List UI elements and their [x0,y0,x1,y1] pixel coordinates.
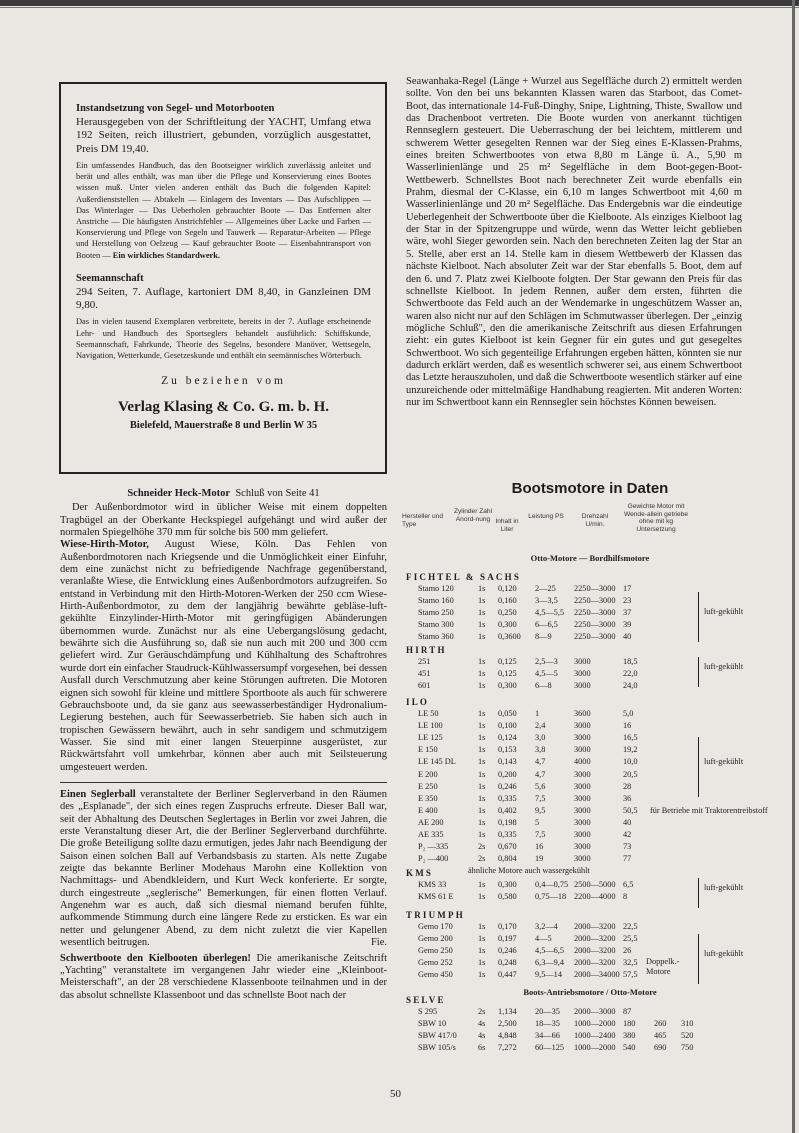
table-cell: 16 [535,842,544,852]
table-cell: Stamo 360 [418,632,454,642]
table-cell: AE 335 [418,830,444,839]
table-cell: Gemo 250 [418,946,453,956]
table-cell: 7,272 [498,1043,517,1053]
table-cell: 2,500 [498,1019,517,1029]
table-cell: 0,170 [498,922,517,931]
table-title: Bootsmotore in Daten [511,480,669,497]
table-cell: 0,670 [498,842,517,852]
table-cell: 1s [478,620,486,630]
table-cell: 18—35 [535,1019,560,1029]
brace [694,657,699,687]
table-cell: 40 [623,632,632,642]
table-cell: 251 [418,657,431,666]
table-cell: 8—9 [535,632,552,642]
table-cell: 465 [654,1031,667,1041]
table-cell: 28 [623,781,632,791]
table-cell: Stamo 120 [418,584,454,593]
table-cell: 16 [623,721,632,731]
table-cell: 4,5—5,5 [535,608,565,618]
table-cell: 520 [681,1031,694,1041]
table-cell: 540 [623,1043,636,1053]
table-cell: 1s [478,709,486,718]
cooling-note: luft-gekühlt [704,757,744,766]
brand-heading: FICHTEL & SACHS [406,572,522,582]
table-cell: 23 [623,596,632,606]
table-cell: 2000—3200 [574,958,616,968]
ad-item1-description: Ein umfassendes Handbuch, das den Bootseigner wirklich zuverlässig anleitet und berät und alles enthält, was man über die Pflege und Konservierung eines Bootes wissen muß. Unter vielen anderen enthält das Buch die folgenden Kapitel: Außerdienststellen — Abtakeln — Einlagern des Inventars — Das Aufschlippen — Das Winterlager — Das Ueberholen gebrauchter Boote — Das Entfernen alter Anstriche — Die häufigsten Anstrichfehler — Allgemeines über Lacke und Farben — Konservierung und Pflege von Segeln und Tauwerk — Reparatur-Arbeiten — Pflege und Herstellung von Oelzeug — Kauf gebrauchter Boote — Eisenbahntransport von Booten — Ein wirkliches Standardwerk. [76,160,371,260]
table-cell: 1s [478,733,486,743]
brand-heading: TRIUMPH [406,910,465,920]
brand-heading: ILO [406,697,430,707]
table-cell: 1 [535,709,540,718]
table-cell: 4,5—5 [535,669,558,679]
table-cell: 87 [623,1007,632,1016]
table-cell: 32,5 [623,958,638,968]
table-cell: 2000—3200 [574,922,616,931]
table-cell: 0,125 [498,657,517,666]
table-cell: 2000—3200 [574,946,616,956]
table-cell: 0,198 [498,817,517,827]
table-cell: Gemo 170 [418,922,453,931]
table-cell: 1s [478,892,486,902]
paragraph-schwertboote: Schwertboote den Kielbooten überlegen! Die amerikanische Zeitschrift „Yachting" veranstaltete im vergangenen Jahr wieder eine „Kleinboot-Meisterschaft", an der 28 verschiedene Klassenboote teilnahmen und in der das absolut schnellste Klassenboot und das schnellste Boot nach der [60,952,388,1001]
table-cell: 26 [623,946,632,956]
table-cell: 380 [623,1031,636,1041]
table-cell: 22,0 [623,669,638,679]
table-cell: 1s [478,781,486,791]
scan-top-line [0,7,799,8]
table-cell: LE 50 [418,709,439,718]
divider [60,782,387,783]
table-cell: Stamo 300 [418,620,454,630]
table-cell: 3—3,5 [535,596,558,606]
header-weight: Gewichte Motor mit Wende-allein getriebe ohne mit kg Untersetzung [623,503,689,533]
table-cell: P₂ —335 [418,842,449,852]
table-cell: 1s [478,745,486,755]
table-cell: 0,300 [498,620,517,630]
ad-item1-text: Herausgegeben von der Schriftleitung der YACHT, Umfang etwa 192 Seiten, reich illustriert, gebunden, vorzüglich ausgestattet, Preis DM 19,40. [76,116,371,155]
table-cell: 3000 [574,781,591,791]
table-cell: 77 [623,854,632,864]
table-cell: 4,848 [498,1031,517,1041]
table-cell: 2—25 [535,584,556,593]
brand-heading: SELVE [406,995,446,1005]
table-cell: 3000 [574,854,591,864]
table-cell: 690 [654,1043,667,1053]
table-cell: 2000—34000 [574,970,620,980]
table-cell: LE 125 [418,733,443,743]
group-note: Doppelk.-Motore [646,957,680,976]
table-cell: 8 [623,892,628,902]
table-cell: SBW 10 [418,1019,447,1029]
table-cell: 2250—3000 [574,596,616,606]
ad-item2-text: 294 Seiten, 7. Auflage, kartoniert DM 8,40, in Ganzleinen DM 9,80. [76,285,371,312]
table-cell: 39 [623,620,632,630]
table-cell: 2200—4000 [574,892,616,902]
table-cell: 2s [478,1007,486,1016]
table-cell: 3,2—4 [535,922,558,931]
table-cell: 4000 [574,757,591,767]
ad-item2-title: Seemannschaft [76,272,144,284]
table-cell: 6s [478,1043,486,1053]
table-cell: 0,4—0,75 [535,880,569,889]
table-cell: 17 [623,584,632,593]
table-cell: 0,124 [498,733,517,743]
ad-address: Bielefeld, Mauerstraße 8 und Berlin W 35 [129,420,318,432]
group-note: für Betriebe mit Traktorentreibstoff [650,806,768,815]
table-cell: 3,0 [535,733,546,743]
scan-right-edge [792,0,795,1133]
table-cell: 2000—3200 [574,934,616,944]
table-cell: 0,300 [498,681,517,691]
table-cell: LE 100 [418,721,443,731]
table-cell: 4—5 [535,934,552,944]
table-cell: E 250 [418,781,438,791]
article-heading-schneider: Schneider Heck-Motor Schluß von Seite 41 [127,488,320,499]
table-cell: Gemo 200 [418,934,453,944]
table-cell: 2s [478,854,486,864]
cooling-note: luft-gekühlt [704,607,744,616]
paragraph-seglerball: Einen Seglerball veranstaltete der Berliner Seglerverband in den Räumen des „Esplanade", der sich eines regen Zuspruchs erfreute. Dieser Ball war, seit der Abhaltung des Deutschen Seglertages in Berlin vor zwei Jahren, die erste Veranstaltung dieser Art, die der Berliner Seglerverband durchführte. Die große Beteiligung sollte dazu ermutigen, jedes Jahr nach Beendigung der Saison einen solchen Ball auf Verbandsbasis zu starten. Als nette Zugabe zeigte das bekannte Berliner Modehaus Marohn eine Kollektion von Nachmittags- und Abendkleidern, und Kurt Weck konferierte. Er sorgte, durch eingestreute „seglerische" Bemerkungen, für einen flotten Verlauf. Angenehm war es auch, daß sich diesmal niemand berufen fühlte, aufkommende Stimmung durch eine längere Rede zu ersticken. Es war ein netter und gelungener Abend, zu dem nicht zuletzt die vier Kapellen wesentlich beitrugen. [60,788,387,949]
brace [694,878,699,908]
table-cell: 1000—2400 [574,1031,616,1041]
table-cell: 601 [418,681,431,691]
ad-item2-description: Das in vielen tausend Exemplaren verbreitete, bereits in der 7. Auflage erscheinende Lehr- und Handbuch des Sportseglers behandelt ausführlich: Schiffskunde, Seemannschaft, Fahrkunde, Theorie des Segelns, besondere Manöver, Wettsegeln, Navigation, Wetterkunde, Gesetzeskunde und enthält ein seemännisches Wörterbuch. [76,317,371,360]
table-cell: 2250—3000 [574,608,616,618]
table-cell: 2250—3000 [574,632,616,642]
table-cell: 40 [623,817,632,827]
table-cell: 2s [478,842,486,852]
table-cell: 0,153 [498,745,517,755]
table-cell: 0,804 [498,854,517,864]
header-rpm: Drehzahl U/min. [581,513,609,528]
table-cell: 1s [478,657,486,666]
table-cell: 1s [478,681,486,691]
table-cell: 4,7 [535,769,546,779]
table-cell: 42 [623,830,632,839]
table-cell: 1s [478,946,486,956]
right-column [406,76,742,409]
table-cell: 2250—3000 [574,584,616,593]
table-cell: 1s [478,934,486,944]
table-cell: 6,3—9,4 [535,958,565,968]
table-cell: 0,335 [498,830,517,839]
table-cell: 0,250 [498,608,517,618]
cooling-note: luft-gekühlt [704,662,744,671]
table-cell: 60—125 [535,1043,565,1053]
table-cell: 2000—3000 [574,1007,616,1016]
table-cell: 34—66 [535,1031,560,1041]
table-cell: 3000 [574,793,591,803]
brace [694,934,699,984]
table-cell: 3000 [574,733,591,743]
table-cell: LE 145 DL [418,757,456,767]
paragraph-schwertboote-cont: Seawanhaka-Regel (Länge + Wurzel aus Segelfläche durch 2) ermittelt werden sollte. Von den bei uns bekannten Klassen waren das Starboot, das Comet-Boot, das internationale 14-Fuß-Dinghy, Snipe, Lightning, Thiste, Swallow und das Drachenboot vertreten. Die Boote wurden von anerkannt tüchtigen Rennseglern gesteuert. Die Ueberraschung der bei leichtem, mittlerem und schwerem Wetter gesegelten Rennen war der Sieg eines E-Klassen-Prahms, eines breiten Schwertbootes von etwa 8,80 m Länge ü. A., 5,90 m Wasserlinienlänge und 25 m² Segelfläche in dem Boot-gegen-Boot-Wettbewerb. Schnellstes Boot nach berechneter Zeit wurde ebenfalls ein Prahm, diesmal der C-Klasse, ein 6,10 m langes Schwertboot mit 4,60 m Wasserlinienlänge und 20 m² Segelfläche. Das Endergebnis war die eindeutige Ueberlegenheit der Schwertboote über die Kielboote. Als einziges Kielboot lag der Star in der Spitzengruppe und würde, wenn das Wetter leicht geblieben wäre, wohl Sieger geworden sein. Nach den berechneten Zeiten lag der Star an 5. Stelle, aber erst an 14. Stelle kam in diesem Wettbewerb der Klassen das nächste Kielboot. Nach absoluter Zeit war der Star ebenfalls 5. Boot, dem auf den 6. und 7. Platz zwei Kielboote folgten. Der Star gewann den Preis für das schnellste Kielboot. In jedem Rennen, außer dem ersten, führten die Schwertboote das Feld auch an der Wendemarke in ungeschützem Wasser an, waren also nicht nur auf den Schlägen im Schmutwasser überlegen. Der „einzig mögliche Schluß", den die amerikanische Zeitschrift aus diesen Erfahrungen zieht: ein gutes Kielboot ist kein Gegner für ein gutes und gut gesegeltes Schwertboot. Wo sich gegenteilige Erfahrungen ergeben hätten, könnten sie nur dadurch erklärt werden, daß es wesentlich schwerer sei, aus einem Schwertboot das Letzte herauszuholen, und daß die Schwertboote wesentlich stärker auf eine unzureichende oder mittelmäßige Handhabung reagierten. Mit anderen Worten: nur im Schwertboot kann ein Rennsegler sein höchstes Können beweisen. [406,76,742,408]
table-cell: 3000 [574,681,591,691]
table-cell: 0,246 [498,781,517,791]
group-footnote: ähnliche Motore auch wassergekühlt [468,866,590,876]
table-cell: 18,5 [623,657,638,666]
table-cell: 2,4 [535,721,546,731]
table-cell: 3000 [574,817,591,827]
table-cell: 0,200 [498,769,517,779]
table-cell: 1s [478,669,486,679]
table-cell: 1s [478,880,486,889]
table-cell: 7,5 [535,793,546,803]
table-cell: S 295 [418,1007,438,1016]
ad-item1-title: Instandsetzung von Segel- und Motorbooten [76,103,275,114]
table-cell: 0,160 [498,596,517,606]
header-volume: Inhalt in Liter [495,518,519,533]
table-cell: 9,5—14 [535,970,562,980]
table-cell: 7,5 [535,830,546,839]
table-cell: 19 [535,854,544,864]
table-cell: 1s [478,958,486,968]
table-cell: 24,0 [623,681,638,691]
table-cell: 0,125 [498,669,517,679]
table-cell: 1s [478,608,486,618]
table-cell: 3600 [574,709,591,718]
table-cell: 0,120 [498,584,517,593]
table-cell: 20,5 [623,769,638,779]
table-cell: 22,5 [623,922,638,931]
table-cell: Gemo 252 [418,958,453,968]
table-cell: 1s [478,922,486,931]
table-cell: 20—35 [535,1007,560,1016]
table-cell: E 400 [418,805,438,815]
table-cell: 3000 [574,669,591,679]
table-cell: 1s [478,970,486,980]
table-cell: SBW 417/0 [418,1031,457,1041]
table-cell: 0,246 [498,946,517,956]
table-cell: 3000 [574,805,591,815]
table-cell: 0,248 [498,958,517,968]
table-cell: 2500—5000 [574,880,616,889]
header-maker: Hersteller und Type [402,513,444,528]
table-cell: KMS 61 E [418,892,454,902]
table-cell: 1s [478,596,486,606]
table-cell: 0,300 [498,880,517,889]
ad-publisher: Verlag Klasing & Co. G. m. b. H. [117,399,330,416]
table-cell: 180 [623,1019,636,1029]
table-cell: 19,2 [623,745,638,755]
table-cell: 5,0 [623,709,634,718]
table-cell: E 150 [418,745,438,755]
table-cell: KMS 33 [418,880,447,889]
signature-fie: Fie. [370,937,387,949]
table-cell: 3000 [574,842,591,852]
table-cell: 3000 [574,830,591,839]
table-cell: AE 200 [418,817,444,827]
table-cell: 3,8 [535,745,546,755]
table-cell: 1s [478,632,486,642]
table-cell: 50,5 [623,805,638,815]
table-cell: 25,5 [623,934,638,944]
table-cell: 1000—2000 [574,1043,616,1053]
table-cell: 0,143 [498,757,517,767]
table-cell: 0,447 [498,970,517,980]
table-cell: 1,134 [498,1007,517,1016]
table-cell: 4,7 [535,757,546,767]
table-cell: 2,5—3 [535,657,558,666]
table-cell: 5,6 [535,781,546,791]
table-cell: 0,335 [498,793,517,803]
brand-heading: KMS [406,868,434,878]
paragraph-wiese-hirth: Wiese-Hirth-Motor, August Wiese, Köln. Das Fehlen von Außenbordmotoren nach Kriegsende und die Unmöglichkeit einer Einfuhr, dem eine zunächst nicht zu befriedigende Nachfrage gegenüberstand, veranlaßte Wiese, die Entwicklung eines Außenbordmotors aufzugreifen. So entstand in Verbindung mit den Hirth-Motoren-Werken der 250 ccm Wiese-Hirth-Außenbordmotor, zu dem der langjährig bewährte gebläse-luft-gekühlte Einzylinder-Hirth-Motor mit geringfügigen Abänderungen übernommen wurde. Zunächst nur als eine Uebergangslösung gedacht, bewährte sich die Ausführung so, daß sie nun auch mit 200 und 300 ccm geliefert wird. Zur Geräuschdämpfung und Kühlhaltung des Schaftrohres wurde dort ein einfacher Staudruck-Kühlwassersumpf vorgesehen, bei dessen Ausfall durch Verschmutzung aber keine Störungen auftreten. Die Motoren eignen sich sowohl für kleine und mittlere Sportboote als auch für schwerere Gebrauchsboote und, da sie ganz aus seewasserbeständiger Hydronalium-Legierung bestehen, auch für Seewasserbetrieb. Sie haben sich auch in tropischen Gewässern bewährt, auch in sehr sandigem und schmutzigem Wasser. Sie sind mit einer langen Steuerpinne ausgerüstet, zur Rückwärtsfahrt voll umkehrbar, können aber auch mit Seilsteuerung umgesteuert werden. [60,539,388,773]
table-cell: 3000 [574,769,591,779]
table-cell: E 200 [418,769,438,779]
table-cell: Gemo 450 [418,970,453,980]
table-cell: E 350 [418,793,438,803]
table-cell: 0,3600 [498,632,521,642]
table-cell: 1s [478,805,486,815]
table-cell: 3000 [574,657,591,666]
table-cell: 3000 [574,745,591,755]
table-cell: 1000—2000 [574,1019,616,1029]
cooling-note: luft-gekühlt [704,949,744,958]
table-cell: 310 [681,1019,694,1029]
table-cell: 6,5 [623,880,634,889]
table-cell: 6—8 [535,681,552,691]
table-cell: 0,100 [498,721,517,731]
ad-from: Zu beziehen vom [161,375,286,388]
table-cell: 16,5 [623,733,638,743]
table-cell: 0,050 [498,709,517,718]
table-cell: 0,75—18 [535,892,567,902]
section-antriebsmotore: Boots-Antriebsmotore / Otto-Motore [523,987,657,997]
table-cell: 9,5 [535,805,546,815]
page-number: 50 [390,1088,401,1100]
table-cell: SBW 105/s [418,1043,456,1053]
table-cell: 260 [654,1019,667,1029]
table-cell: 6—6,5 [535,620,558,630]
table-cell: 0,580 [498,892,517,902]
table-cell: 1s [478,721,486,731]
table-cell: 1s [478,817,486,827]
table-cell: 1s [478,793,486,803]
brand-heading: HIRTH [406,645,447,655]
table-cell: 451 [418,669,431,679]
table-cell: 1s [478,757,486,767]
table-cell: 0,402 [498,805,517,815]
header-cylinder: Zylinder Zahl Anord-nung [453,508,493,523]
table-cell: 4s [478,1019,486,1029]
table-cell: 750 [681,1043,694,1053]
table-cell: 4s [478,1031,486,1041]
table-cell: 37 [623,608,632,618]
scan-top-bar [0,0,799,6]
brace [694,737,699,797]
table-cell: 57,5 [623,970,638,980]
table-cell: 4,5—6,5 [535,946,565,956]
advertisement-box [59,82,387,474]
table-cell: 1s [478,584,486,593]
table-cell: 5 [535,817,540,827]
table-cell: 1s [478,769,486,779]
table-cell: 3000 [574,721,591,731]
table-cell: Stamo 250 [418,608,454,618]
paragraph-schneider: Der Außenbordmotor wird in üblicher Weise mit einem doppelten Tragbügel an der Oberkante Heckspiegel aufgehängt und wird außer der normalen Spiegelhöhe 370 mm für solche bis 500 mm geliefert. [60,502,387,539]
table-cell: P₂ —400 [418,854,449,864]
header-power: Leistung PS [528,513,564,520]
table-cell: 1s [478,830,486,839]
table-cell: 73 [623,842,632,852]
table-cell: Stamo 160 [418,596,454,606]
table-cell: 2250—3000 [574,620,616,630]
table-cell: 10,0 [623,757,638,767]
cooling-note: luft-gekühlt [704,883,744,892]
left-column [60,488,387,1002]
table-cell: 0,197 [498,934,517,944]
section-bordhilfsmotore: Otto-Motore — Bordhilfsmotore [530,553,650,563]
table-cell: 36 [623,793,632,803]
brace [694,592,699,642]
